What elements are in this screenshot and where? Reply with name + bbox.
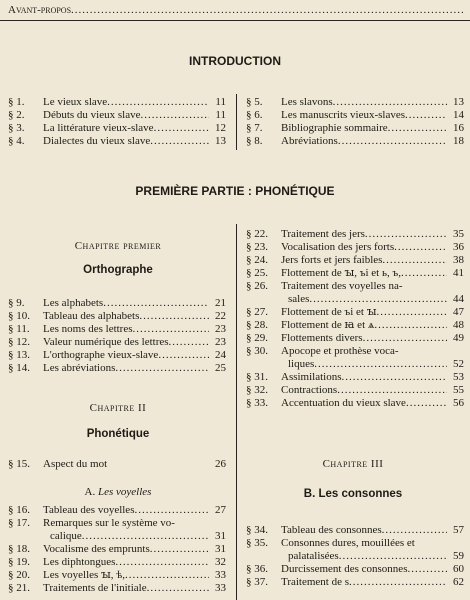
toc-entry: § 1. Le vieux slave ..... 11 [8,96,226,108]
toc-entry: § 17. Remarques sur le système vo- [8,517,175,529]
subheading-title: Les voyelles [98,486,152,498]
toc-entry: § 7. Bibliographie sommaire ..... 16 [246,122,464,134]
toc-entry-continuation: sales ..... 44 [288,293,464,305]
chapter-three-label: Chapitre III [322,458,384,470]
toc-entry-continuation: calique ..... 31 [50,530,226,542]
introduction-title: INTRODUCTION [189,54,281,68]
toc-entry: § 26. Traitement des voyelles na- [246,280,403,292]
toc-entry: § 22. Traitement des jers ..... 35 [246,228,464,240]
toc-entry: § 5. Les slavons ..... 13 [246,96,464,108]
toc-entry: § 11. Les noms des lettres ..... 23 [8,323,226,335]
toc-entry: § 29. Flottements divers ..... 49 [246,332,464,344]
leader-dots [71,4,463,16]
toc-entry-continuation: liques ..... 52 [288,358,464,370]
toc-entry: § 18. Vocalisme des emprunts ..... 31 [8,543,226,555]
toc-entry: § 30. Apocope et prothèse voca- [246,345,399,357]
toc-entry: § 28. Flottement de ꙗ et ѧ ..... 48 [246,319,464,331]
toc-entry: § 3. La littérature vieux-slave ..... 12 [8,122,226,134]
chapter-two-label: Chapitre II [89,402,147,414]
toc-entry: § 25. Flottement de ꙑ, ъі et ь, ъ, ..... 41 [246,267,464,279]
toc-entry: § 35. Consonnes dures, mouillées et [246,537,415,549]
entry-label: Avant-propos [8,4,72,16]
subheading-letter: A. [84,486,96,498]
vowels-subheading [0,486,236,498]
part-one-title: PREMIÈRE PARTIE : PHONÉTIQUE [135,184,335,198]
toc-entry: § 36. Durcissement des consonnes ..... 60 [246,563,464,575]
chapter-one-label: Chapitre premier [74,240,162,252]
toc-entry: § 8. Abréviations ..... 18 [246,135,464,147]
toc-entry: § 12. Valeur numérique des lettres ..... 23 [8,336,226,348]
toc-entry: § 19. Les diphtongues ..... 32 [8,556,226,568]
toc-entry: § 23. Vocalisation des jers forts ..... 36 [246,241,464,253]
toc-entry: § 34. Tableau des consonnes ..... 57 [246,524,464,536]
toc-entry: § 6. Les manuscrits vieux-slaves ..... 14 [246,109,464,121]
toc-entry: § 14. Les abréviations ..... 25 [8,362,226,374]
toc-entry: § 2. Débuts du vieux slave ..... 11 [8,109,226,121]
toc-entry: § 21. Traitements de l'initiale ..... 33 [8,582,226,594]
toc-entry: § 24. Jers forts et jers faibles ..... 38 [246,254,464,266]
introduction-divider [236,94,237,150]
toc-entry: § 16. Tableau des voyelles ..... 27 [8,504,226,516]
chapter-one-title: Orthographe [83,264,153,276]
toc-entry-avant-propos [8,4,463,16]
toc-entry: § 27. Flottement de ъі et ꙑ ..... 47 [246,306,464,318]
toc-entry: § 4. Dialectes du vieux slave ..... 13 [8,135,226,147]
toc-entry: § 9. Les alphabets ..... 21 [8,297,226,309]
toc-entry: § 20. Les voyelles ꙑ, ѣ, ..... 33 [8,569,226,581]
toc-entry: § 33. Accentuation du vieux slave ..... 56 [246,397,464,409]
chapter-two-title: Phonétique [86,428,150,440]
toc-entry: § 10. Tableau des alphabets ..... 22 [8,310,226,322]
part-one-divider [236,224,237,600]
top-rule [0,20,470,21]
toc-entry: § 32. Contractions ..... 55 [246,384,464,396]
toc-entry-continuation: palatalisées ..... 59 [288,550,464,562]
toc-entry: § 37. Traitement de ѕ ..... 62 [246,576,464,588]
chapter-three-title: B. Les consonnes [303,488,403,500]
toc-entry: § 15. Aspect du mot 26 [8,458,226,470]
toc-entry: § 13. L'orthographe vieux-slave ..... 24 [8,349,226,361]
toc-entry: § 31. Assimilations ..... 53 [246,371,464,383]
